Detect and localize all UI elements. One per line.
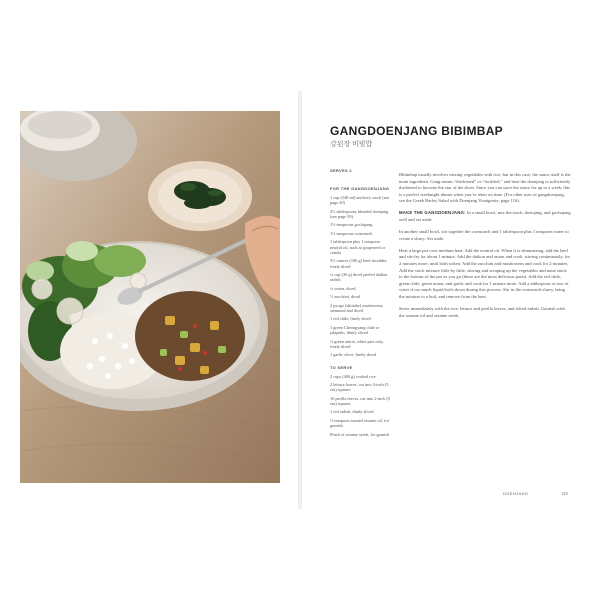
footer-section-name: DOENJANG <box>503 491 529 496</box>
recipe-korean-title: 강된장 비빔밥 <box>330 140 373 148</box>
ingredients-heading-to-serve: TO SERVE <box>330 364 353 370</box>
ingredient-item: 1 red radish, thinly sliced <box>330 409 374 415</box>
ingredient-item: ½ green onion, white part only, finely diced <box>330 338 384 349</box>
ingredient-item: ¼ cup (30 g) diced peeled daikon radish <box>330 272 388 283</box>
step-paragraph: Heat a large pot over medium heat. Add the neutral oil. When it is shimmering, add the beef and stir-fry for about 1 minute. Add the daikon and onion and cook, stirring continuously, for 2 minutes more, until both soften. Add the zucchini and mushrooms and cook for 2 minutes. Add the stock mixture little by little, stirring and scraping up the vegetables and meat stuck to the bottom of the pot as you go (these are the most delicious parts). Add the red chile, green chile, green onion, and garlic and cook for 1 minute more. Add a tablespoon or two of water if too much liquid boils down during this process. Stir in the cornstarch slurry, bring the mixture to a boil, and remove from the heat. <box>399 247 571 299</box>
ingredient-item: 10 perilla leaves, cut into 2-inch (5 cm) squares <box>330 395 391 406</box>
step-lead: MAKE THE GANGDOENJANG: <box>399 210 466 216</box>
ingredient-item: ½ teaspoon toasted sesame oil, for garnish <box>330 417 390 429</box>
ingredient-item: Pinch of sesame seeds, for garnish <box>330 431 390 437</box>
step-paragraph: Serve immediately with the rice, lettuce and perilla leaves, and sliced radish. Garnish with the sesame oil and sesame seeds. <box>399 306 565 318</box>
ingredient-item: ½ zucchini, diced <box>330 294 361 300</box>
page-number: 129 <box>561 491 568 496</box>
ingredient-item: 2½ tablespoons blended doenjang (see page 59) <box>330 208 389 219</box>
book-gutter <box>298 91 302 509</box>
ingredient-item: 1½ teaspoons gochujang <box>330 222 373 228</box>
ingredient-item: 2 lettuce leaves, cut into 2-inch (5 cm) squares <box>330 382 389 393</box>
method-text <box>399 172 571 325</box>
ingredient-item: 1 red chile, finely diced <box>330 316 371 322</box>
ingredient-item: 1 cup (240 ml) anchovy stock (see page 20) <box>330 195 390 206</box>
serves-label: SERVES 2 <box>330 168 352 173</box>
ingredients-list <box>330 186 392 440</box>
ingredients-heading-gangdoenjang: FOR THE GANGDOENJANG <box>330 186 390 191</box>
bibimbap-photo <box>20 111 280 483</box>
intro-paragraph: Bibimbap usually involves mixing vegetables with rice, but in this case, the sauce itself is the main ingredient. Gang means “thickened” or “fortified,” and here the doenjang is sufficiently thickened to become the star of the show. Since you can store the sauce for up to a week, this is a perfect weeknight dinner when you’re short on time. (For other uses of gangdoenjang, see the Greek Barley Salad with Doenjang Vinaigrette, page 116). <box>399 172 571 204</box>
step-paragraph: In another small bowl, stir together the cornstarch and 1 tablespoon plus 1 teaspoon water to create a slurry. Set aside. <box>399 229 569 241</box>
ingredient-item: 1½ teaspoons cornstarch <box>330 230 373 236</box>
ingredient-item: 2 pyogo (shiitake) mushrooms, stemmed and diced <box>330 302 384 313</box>
step-text: In a small bowl, mix the stock, doenjang, and gochujang well and set aside. <box>399 210 571 223</box>
ingredient-item: 2 cups (400 g) cooked rice <box>330 373 376 379</box>
ingredient-item: 3½ ounces (100 g) beef shoulder, finely diced <box>330 258 388 269</box>
ingredient-item: 1 garlic clove, finely diced <box>330 352 376 358</box>
ingredient-item: 1 tablespoon plus 1 teaspoon neutral oil, such as grapeseed or canola <box>330 239 386 255</box>
recipe-title: GANGDOENJANG BIBIMBAP <box>330 124 503 138</box>
ingredient-item: ¼ onion, diced <box>330 285 356 291</box>
ingredient-item: 1 green Cheongyang chile or jalapeño, thinly sliced <box>330 324 380 336</box>
step-paragraph <box>399 210 571 223</box>
